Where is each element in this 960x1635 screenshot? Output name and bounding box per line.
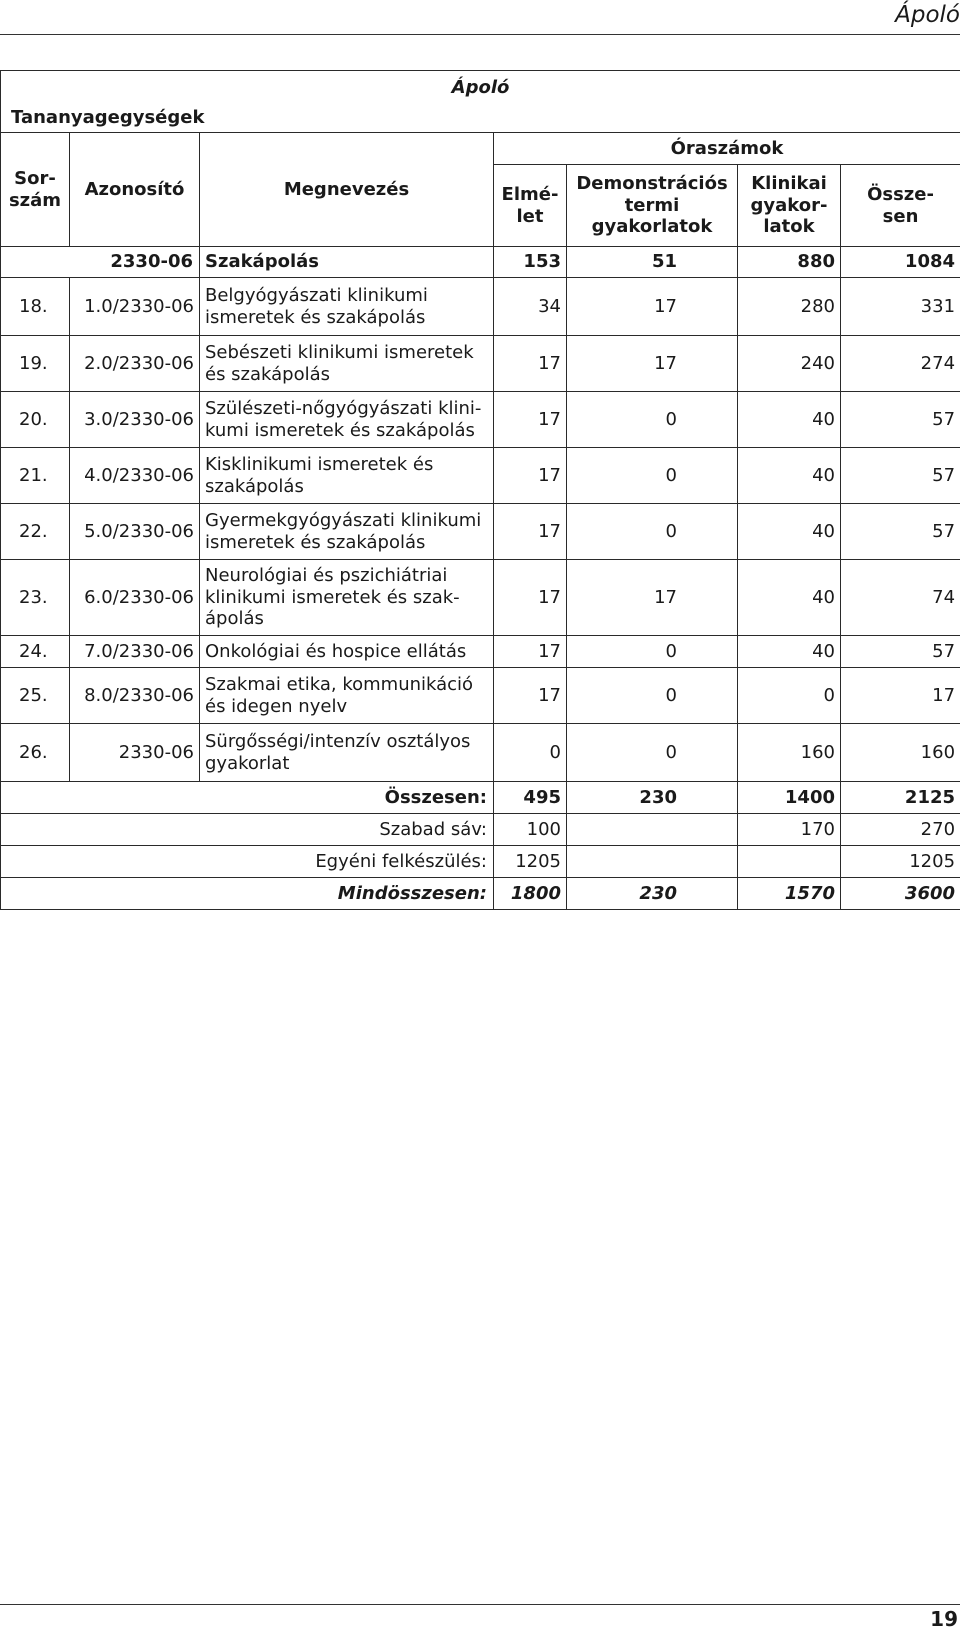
summary-row bbox=[1, 814, 960, 846]
module-demo: 51 bbox=[567, 247, 738, 278]
module-code: 2330-06 bbox=[1, 247, 200, 278]
footer-rule bbox=[0, 1604, 960, 1605]
row-elmelet: 17 bbox=[494, 560, 567, 636]
row-sorszam: 25. bbox=[1, 668, 70, 724]
row-demo: 0 bbox=[567, 636, 738, 668]
summary-osszesen: 270 bbox=[841, 814, 960, 846]
table-row bbox=[1, 668, 960, 724]
summary-elmelet: 495 bbox=[494, 782, 567, 814]
row-demo: 0 bbox=[567, 392, 738, 448]
summary-osszesen: 1205 bbox=[841, 846, 960, 878]
row-osszesen: 57 bbox=[841, 504, 960, 560]
row-azonosito: 3.0/2330-06 bbox=[70, 392, 200, 448]
module-row bbox=[1, 247, 960, 278]
summary-demo: 230 bbox=[567, 878, 738, 910]
module-osszesen: 1084 bbox=[841, 247, 960, 278]
row-osszesen: 57 bbox=[841, 636, 960, 668]
module-elmelet: 153 bbox=[494, 247, 567, 278]
row-sorszam: 21. bbox=[1, 448, 70, 504]
summary-row bbox=[1, 878, 960, 910]
summary-demo bbox=[567, 846, 738, 878]
row-megnevezes: Sürgősségi/intenzív osztályos gyakorlat bbox=[200, 724, 494, 782]
header-sorszam: Sor- szám bbox=[1, 133, 70, 247]
header-klinikai: Klinikai gyakor- latok bbox=[738, 165, 841, 247]
summary-label: Szabad sáv: bbox=[1, 814, 494, 846]
row-elmelet: 0 bbox=[494, 724, 567, 782]
row-osszesen: 274 bbox=[841, 336, 960, 392]
row-demo: 0 bbox=[567, 448, 738, 504]
header-rule bbox=[0, 34, 960, 35]
row-azonosito: 6.0/2330-06 bbox=[70, 560, 200, 636]
row-klinikai: 40 bbox=[738, 560, 841, 636]
header-megnevezes: Megnevezés bbox=[200, 133, 494, 247]
row-elmelet: 17 bbox=[494, 504, 567, 560]
row-azonosito: 1.0/2330-06 bbox=[70, 278, 200, 336]
row-megnevezes: Belgyógyászati klinikumi ismeretek és szakápolás bbox=[200, 278, 494, 336]
row-klinikai: 280 bbox=[738, 278, 841, 336]
row-elmelet: 17 bbox=[494, 336, 567, 392]
row-klinikai: 240 bbox=[738, 336, 841, 392]
summary-label: Összesen: bbox=[1, 782, 494, 814]
row-klinikai: 40 bbox=[738, 636, 841, 668]
row-osszesen: 74 bbox=[841, 560, 960, 636]
row-megnevezes: Gyermekgyógyászati klinikumi ismeretek és szakápolás bbox=[200, 504, 494, 560]
group-label: Tananyagegységek bbox=[1, 105, 960, 133]
summary-klinikai: 170 bbox=[738, 814, 841, 846]
header-azonosito: Azonosító bbox=[70, 133, 200, 247]
row-elmelet: 17 bbox=[494, 668, 567, 724]
row-azonosito: 2.0/2330-06 bbox=[70, 336, 200, 392]
row-megnevezes: Sebészeti klinikumi ismeretek és szakápolás bbox=[200, 336, 494, 392]
row-azonosito: 7.0/2330-06 bbox=[70, 636, 200, 668]
row-elmelet: 34 bbox=[494, 278, 567, 336]
row-demo: 0 bbox=[567, 504, 738, 560]
row-klinikai: 0 bbox=[738, 668, 841, 724]
row-elmelet: 17 bbox=[494, 636, 567, 668]
summary-klinikai: 1570 bbox=[738, 878, 841, 910]
table-row bbox=[1, 336, 960, 392]
row-klinikai: 40 bbox=[738, 392, 841, 448]
row-demo: 17 bbox=[567, 336, 738, 392]
table-row bbox=[1, 560, 960, 636]
table-title: Ápoló bbox=[1, 71, 960, 105]
row-klinikai: 40 bbox=[738, 504, 841, 560]
row-megnevezes: Neurológiai és pszichiátriai klinikumi ismeretek és szak- ápolás bbox=[200, 560, 494, 636]
header-demonstracios: Demonstrációs termi gyakorlatok bbox=[567, 165, 738, 247]
page-number: 19 bbox=[930, 1607, 958, 1631]
summary-klinikai: 1400 bbox=[738, 782, 841, 814]
row-megnevezes: Szakmai etika, kommunikáció és idegen nyelv bbox=[200, 668, 494, 724]
summary-osszesen: 2125 bbox=[841, 782, 960, 814]
summary-row bbox=[1, 782, 960, 814]
summary-elmelet: 1800 bbox=[494, 878, 567, 910]
row-osszesen: 331 bbox=[841, 278, 960, 336]
row-azonosito: 5.0/2330-06 bbox=[70, 504, 200, 560]
summary-demo: 230 bbox=[567, 782, 738, 814]
row-elmelet: 17 bbox=[494, 392, 567, 448]
summary-label: Egyéni felkészülés: bbox=[1, 846, 494, 878]
summary-elmelet: 1205 bbox=[494, 846, 567, 878]
row-klinikai: 160 bbox=[738, 724, 841, 782]
running-header: Ápoló bbox=[895, 2, 960, 28]
header-elmelet: Elmé- let bbox=[494, 165, 567, 247]
summary-elmelet: 100 bbox=[494, 814, 567, 846]
table-row bbox=[1, 278, 960, 336]
summary-klinikai bbox=[738, 846, 841, 878]
table-row bbox=[1, 504, 960, 560]
row-sorszam: 20. bbox=[1, 392, 70, 448]
table-row bbox=[1, 392, 960, 448]
summary-label: Mindösszesen: bbox=[1, 878, 494, 910]
row-megnevezes: Onkológiai és hospice ellátás bbox=[200, 636, 494, 668]
row-osszesen: 57 bbox=[841, 448, 960, 504]
row-osszesen: 57 bbox=[841, 392, 960, 448]
table-row bbox=[1, 724, 960, 782]
summary-osszesen: 3600 bbox=[841, 878, 960, 910]
header-osszesen: Össze- sen bbox=[841, 165, 960, 247]
table-row bbox=[1, 448, 960, 504]
row-sorszam: 22. bbox=[1, 504, 70, 560]
row-demo: 17 bbox=[567, 278, 738, 336]
row-megnevezes: Kisklinikumi ismeretek és szakápolás bbox=[200, 448, 494, 504]
row-elmelet: 17 bbox=[494, 448, 567, 504]
row-demo: 0 bbox=[567, 668, 738, 724]
summary-demo bbox=[567, 814, 738, 846]
row-sorszam: 26. bbox=[1, 724, 70, 782]
row-klinikai: 40 bbox=[738, 448, 841, 504]
row-osszesen: 160 bbox=[841, 724, 960, 782]
row-demo: 0 bbox=[567, 724, 738, 782]
module-name: Szakápolás bbox=[200, 247, 494, 278]
row-sorszam: 18. bbox=[1, 278, 70, 336]
row-sorszam: 19. bbox=[1, 336, 70, 392]
header-oraszamok: Óraszámok bbox=[494, 133, 960, 165]
row-sorszam: 23. bbox=[1, 560, 70, 636]
row-megnevezes: Szülészeti-nőgyógyászati klini- kumi ismeretek és szakápolás bbox=[200, 392, 494, 448]
row-demo: 17 bbox=[567, 560, 738, 636]
row-azonosito: 8.0/2330-06 bbox=[70, 668, 200, 724]
row-azonosito: 2330-06 bbox=[70, 724, 200, 782]
table-row bbox=[1, 636, 960, 668]
row-osszesen: 17 bbox=[841, 668, 960, 724]
summary-row bbox=[1, 846, 960, 878]
module-klinikai: 880 bbox=[738, 247, 841, 278]
row-azonosito: 4.0/2330-06 bbox=[70, 448, 200, 504]
row-sorszam: 24. bbox=[1, 636, 70, 668]
curriculum-table bbox=[0, 70, 960, 910]
